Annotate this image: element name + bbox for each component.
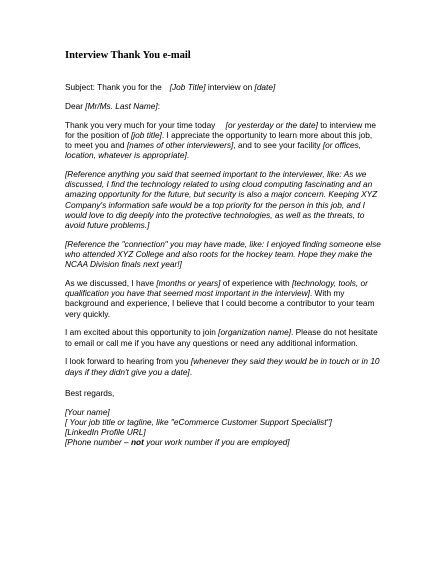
p5-text-2: . Please do not hesitate to email or call me if you have any questions or need any additional information. (65, 327, 378, 348)
paragraph-excited (65, 327, 381, 347)
phone-not-emphasis: not (130, 437, 144, 448)
p1-placeholder-job-title: [job title] (130, 129, 162, 140)
p1-placeholder-facility: [or offices, location, whatever is appropriate] (65, 140, 362, 161)
phone-prefix: [Phone number – (65, 437, 129, 448)
signature-block (65, 407, 381, 448)
signature-phone (65, 437, 381, 447)
subject-prefix: Subject: Thank you for the (65, 82, 162, 92)
p4-text-2: of experience with (222, 278, 290, 289)
paragraph-experience (65, 278, 381, 319)
date-placeholder: [date] (254, 82, 276, 92)
paragraph-reference-interview: [Reference anything you said that seemed important to the interviewer, like: As we discussed, I find the technology related to using cloud computing fascinating and an amazing opportunity for the future, but security is also a major concern. Keeping XYZ Company's information safe would be a top priority for the person in this job, and I would love to dig deeply into the protective technologies, as well as the threats, to avoid future problems.] (65, 169, 378, 231)
document-title: Interview Thank You e-mail (65, 50, 191, 61)
p5-placeholder-organization: [organization name] (218, 327, 292, 338)
paragraph-look-forward (65, 356, 381, 376)
subject-middle-text: interview on (207, 82, 253, 92)
p4-text-3: . With my background and experience, I believe that I could become a contributor to your team very quickly. (65, 288, 375, 319)
recipient-name-placeholder: [Mr/Ms. Last Name] (85, 100, 158, 111)
paragraph-connection: [Reference the "connection" you may have made, like: I enjoyed finding someone else who attended XYZ College and also roots for the hockey team. Hope they make the NCAA Division finals next year!] (65, 238, 381, 270)
p1-text-3: . I appreciate the opportunity to learn more about this job, to meet you and (65, 129, 373, 150)
signature-tagline: [ Your job title or tagline, like "eCommerce Customer Support Specialist"] (65, 416, 332, 427)
p1-text-1: Thank you very much for your time today (65, 119, 216, 130)
job-title-placeholder: [Job Title] (169, 82, 206, 92)
p6-text-2: . (189, 366, 193, 377)
p4-placeholder-duration: [months or years] (156, 278, 221, 289)
paragraph-thanks (65, 120, 381, 161)
signature-linkedin: [LinkedIn Profile URL] (65, 427, 146, 438)
p1-text-5: . (186, 150, 190, 161)
signature-name: [Your name] (65, 406, 110, 417)
p1-text-2: to interview me for the position of (65, 119, 377, 140)
subject-line (65, 82, 381, 92)
p1-text-4: , and to see your facility (233, 140, 321, 150)
p6-placeholder-timing: [whenever they said they would be in touch or in 10 days if they didn't give you a date] (65, 356, 380, 377)
email-body (65, 82, 381, 447)
p4-text-1: As we discussed, I have (65, 278, 155, 289)
closing-line: Best regards, (65, 387, 115, 398)
p1-placeholder-interviewers: [names of other interviewers] (126, 140, 234, 150)
greeting-line: Dear [Mr/Ms. Last Name]: (65, 100, 160, 111)
p6-text-1: I look forward to hearing from you (65, 356, 189, 367)
phone-suffix: your work number if you are employed] (146, 437, 290, 448)
greeting-prefix: Dear (65, 100, 83, 111)
p5-text-1: I am excited about this opportunity to join (65, 327, 216, 338)
p1-placeholder-date: [or yesterday or the date] (225, 119, 318, 130)
p4-placeholder-qualification: [technology, tools, or qualification you have that seemed most important in the interview] (65, 278, 368, 299)
